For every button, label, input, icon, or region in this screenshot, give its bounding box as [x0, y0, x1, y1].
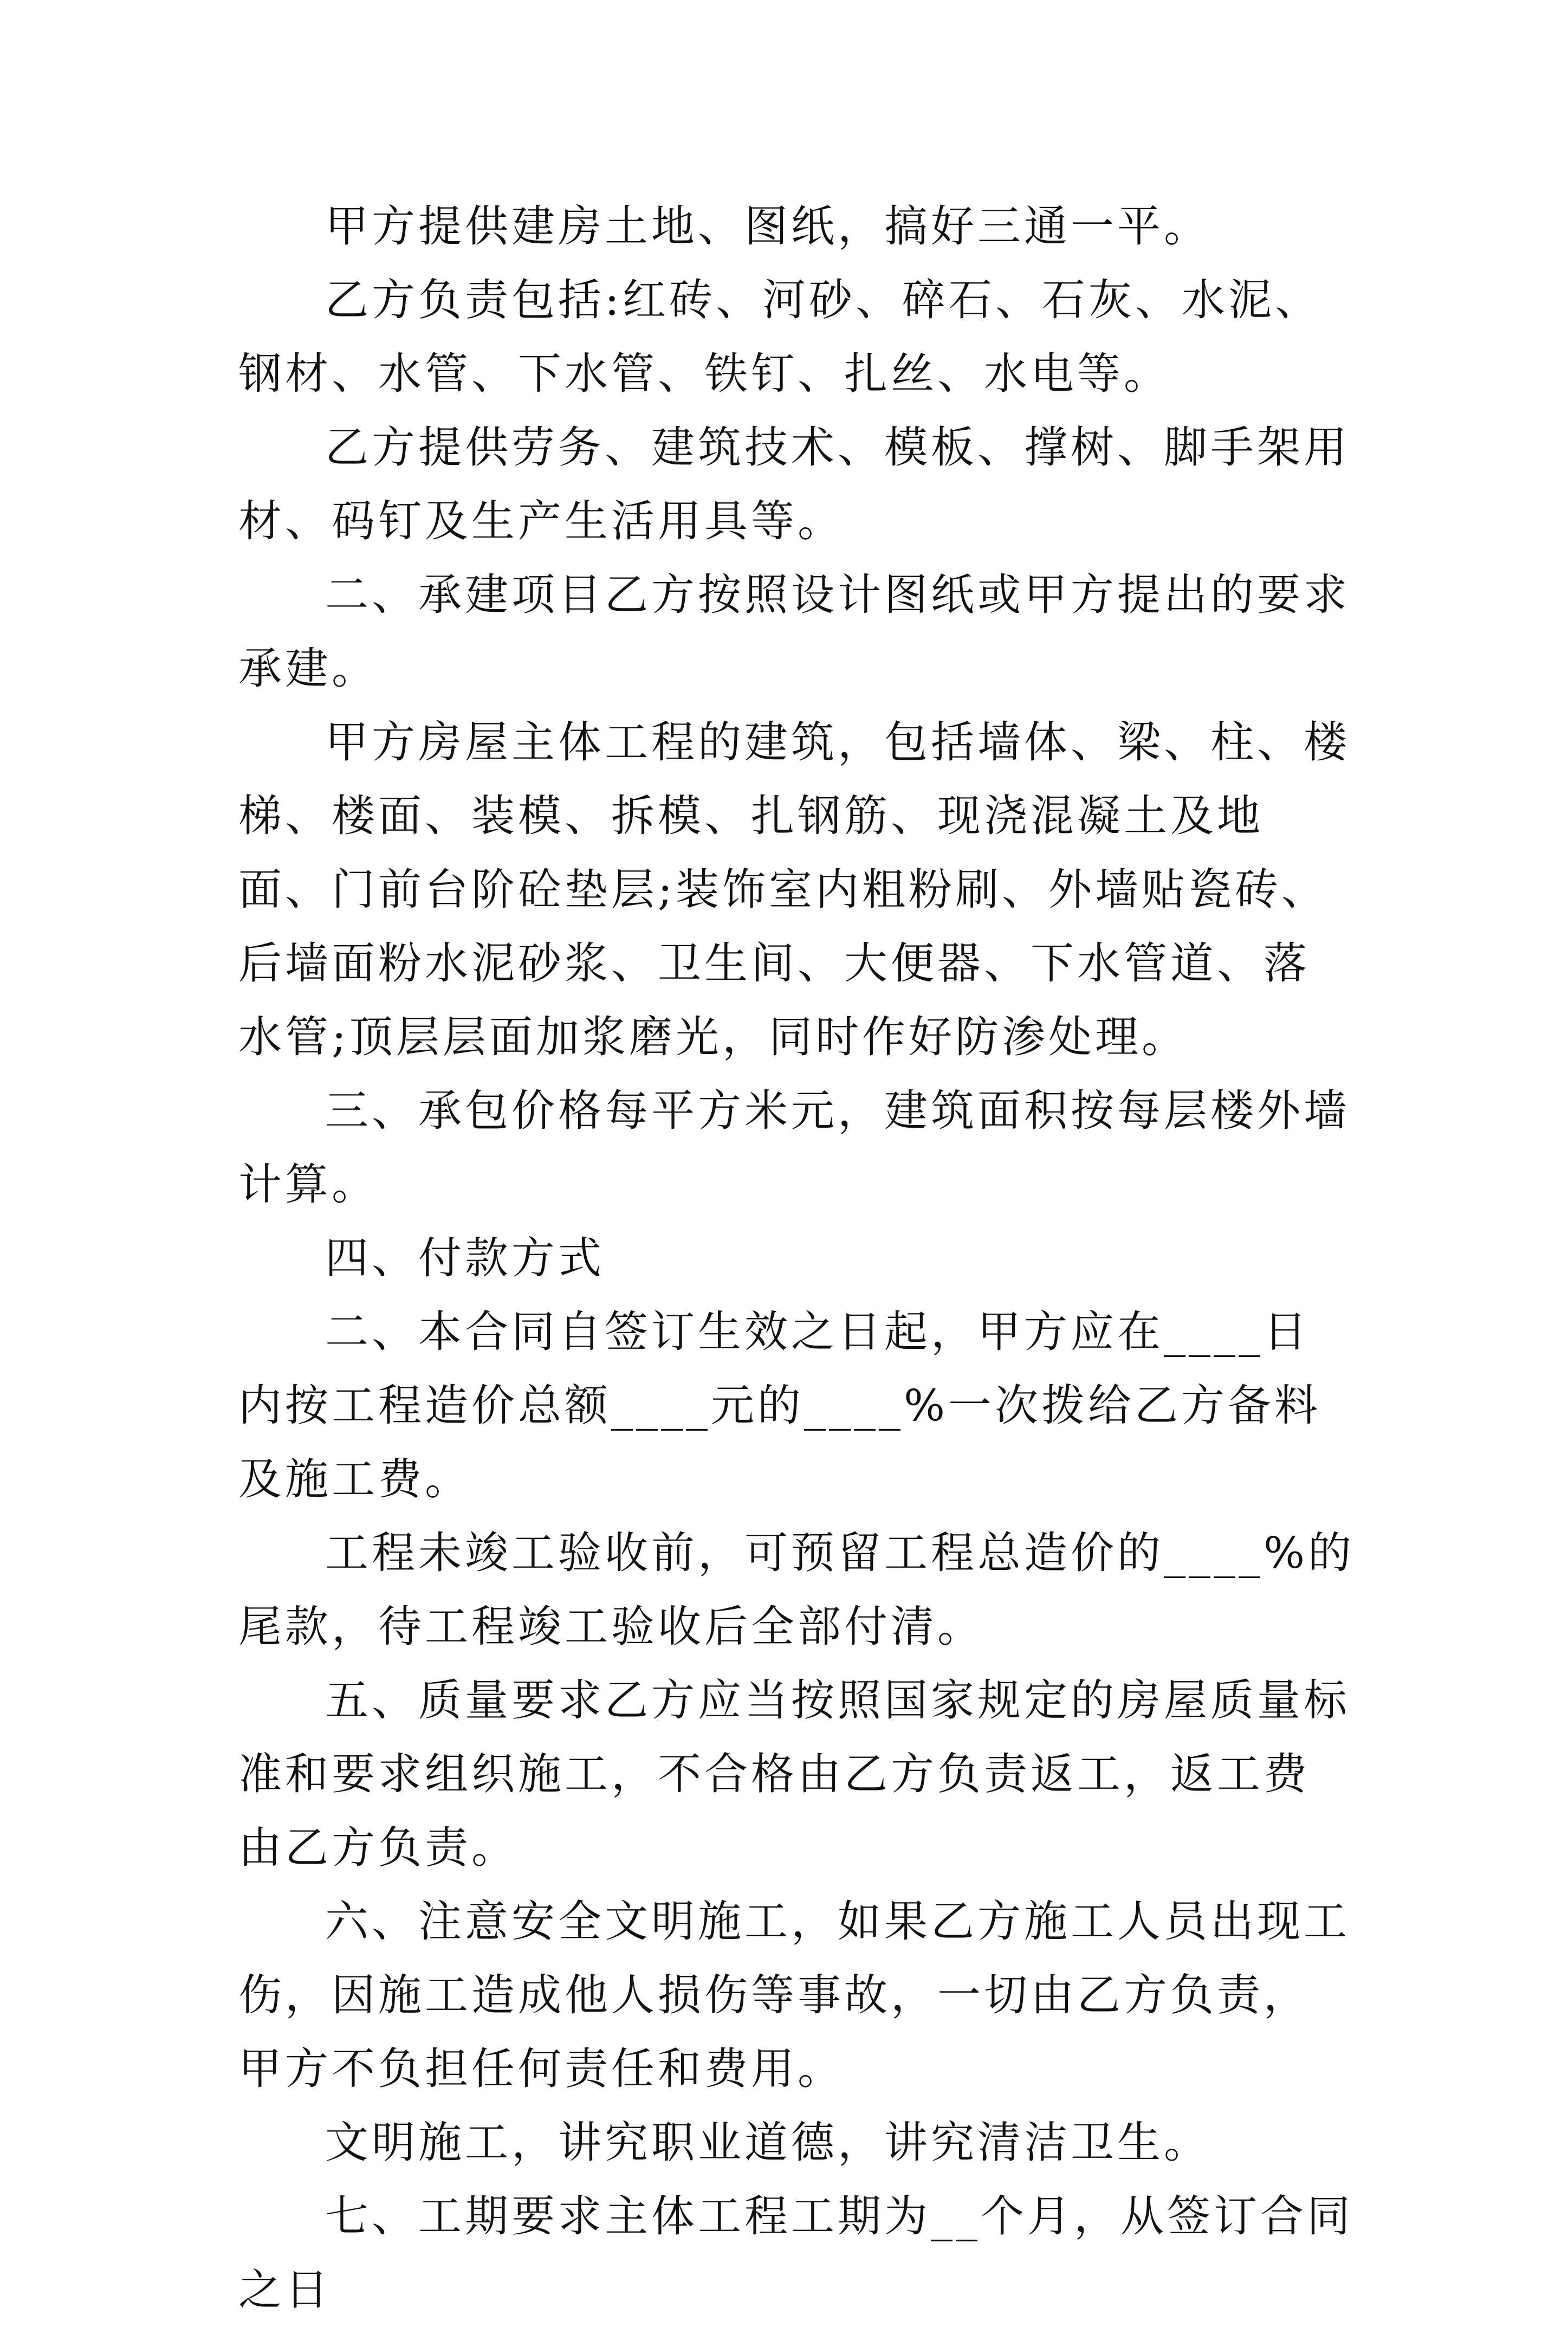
paragraph-main-works: 甲方房屋主体工程的建筑，包括墙体、梁、柱、楼梯、楼面、装模、拆模、扎钢筋、现浇混凝土及地面、门前台阶砼垫层;装饰室内粗粉刷、外墙贴瓷砖、后墙面粉水泥砂浆、卫生间、大便器、下水管道、落水管;顶层层面加浆磨光，同时作好防渗处理。	[238, 717, 1350, 1062]
paragraph-labor: 乙方提供劳务、建筑技术、模板、撑树、脚手架用材、码钉及生产生活用具等。	[238, 422, 1350, 546]
document-body	[238, 190, 1355, 2327]
paragraph-payment-advance: 二、本合同自签订生效之日起，甲方应在____日内按工程造价总额____元的____%一次拨给乙方备料及施工费。	[238, 1307, 1321, 1504]
paragraph-schedule: 七、工期要求主体工程工期为__个月，从签订合同之日	[238, 2191, 1353, 2315]
paragraph-civilized-construction: 文明施工，讲究职业道德，讲究清洁卫生。	[325, 2117, 1210, 2168]
paragraph-safety: 六、注意安全文明施工，如果乙方施工人员出现工伤，因施工造成他人损伤等事故，一切由乙方负责，甲方不负担任何责任和费用。	[238, 1896, 1350, 2094]
paragraph-site-provision: 甲方提供建房土地、图纸，搞好三通一平。	[325, 201, 1210, 251]
paragraph-materials: 乙方负责包括:红砖、河砂、碎石、石灰、水泥、钢材、水管、下水管、铁钉、扎丝、水电等。	[238, 275, 1321, 399]
paragraph-quality: 五、质量要求乙方应当按照国家规定的房屋质量标准和要求组织施工，不合格由乙方负责返工，返工费由乙方负责。	[238, 1675, 1350, 1873]
paragraph-price: 三、承包价格每平方米元，建筑面积按每层楼外墙计算。	[238, 1085, 1350, 1210]
paragraph-payment-retention: 工程未竣工验收前，可预留工程总造价的____%的尾款，待工程竣工验收后全部付清。	[238, 1528, 1355, 1652]
paragraph-payment-heading: 四、付款方式	[325, 1233, 605, 1283]
paragraph-project-scope: 二、承建项目乙方按照设计图纸或甲方提出的要求承建。	[238, 570, 1350, 694]
